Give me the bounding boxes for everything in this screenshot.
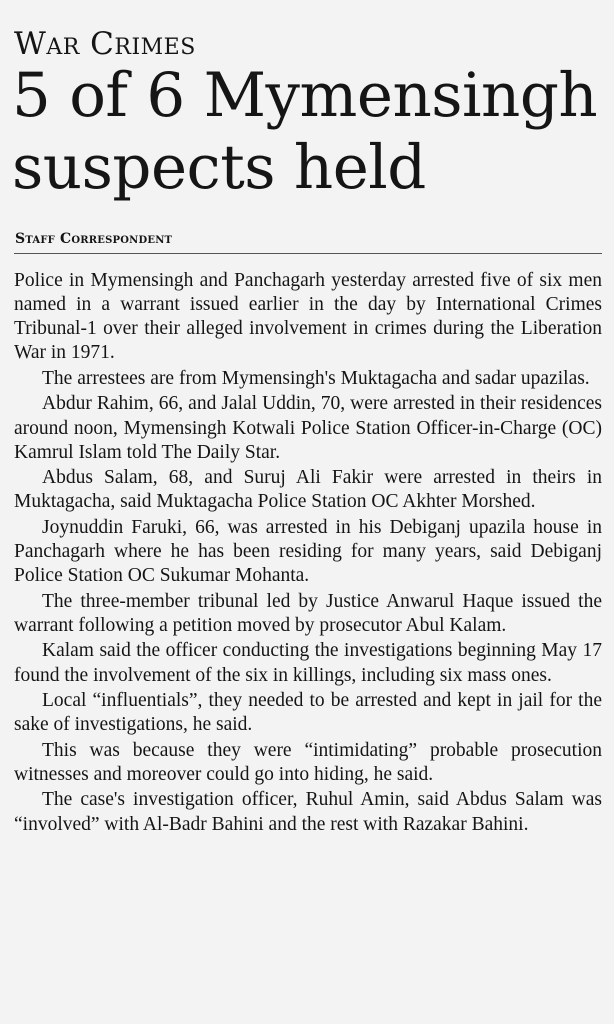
article-paragraph: Joynuddin Faruki, 66, was arrested in his Debiganj upazila house in Panchagarh where he has been residing for many years, said Debiganj Police Station OC Sukumar Mohanta.: [14, 516, 602, 587]
article-paragraph: Abdur Rahim, 66, and Jalal Uddin, 70, were arrested in their residences around noon, Mymensingh Kotwali Police Station Officer-in-Charge (OC) Kamrul Islam told The Daily Star.: [14, 393, 602, 463]
article-paragraph: Local “influentials”, they needed to be arrested and kept in jail for the sake of investigations, he said.: [14, 690, 602, 736]
article-paragraph: The case's investigation officer, Ruhul Amin, said Abdus Salam was “involved” with Al-Badr Bahini and the rest with Razakar Bahini.: [14, 789, 602, 835]
headline: 5 of 6 Mymensingh suspects held: [12, 60, 598, 203]
section-kicker: War Crimes: [14, 26, 196, 62]
byline: Staff Correspondent: [15, 231, 173, 247]
article-paragraph: Abdus Salam, 68, and Suruj Ali Fakir were arrested in theirs in Muktagacha, said Muktagacha Police Station OC Akhter Morshed.: [14, 467, 602, 513]
article-paragraph: The three-member tribunal led by Justice Anwarul Haque issued the warrant following a petition moved by prosecutor Abul Kalam.: [14, 590, 602, 636]
article-body: [14, 269, 602, 838]
article-paragraph: This was because they were “intimidating” probable prosecution witnesses and moreover could go into hiding, he said.: [14, 739, 602, 785]
article-paragraph: The arrestees are from Mymensingh's Muktagacha and sadar upazilas.: [42, 367, 590, 389]
article-paragraph: Police in Mymensingh and Panchagarh yesterday arrested five of six men named in a warrant issued earlier in the day by International Crimes Tribunal-1 over their alleged involvement in crimes during the Liberation War in 1971.: [14, 270, 602, 364]
article-paragraph: Kalam said the officer conducting the investigations beginning May 17 found the involvement of the six in killings, including six mass ones.: [14, 640, 602, 686]
byline-divider: [14, 253, 602, 254]
